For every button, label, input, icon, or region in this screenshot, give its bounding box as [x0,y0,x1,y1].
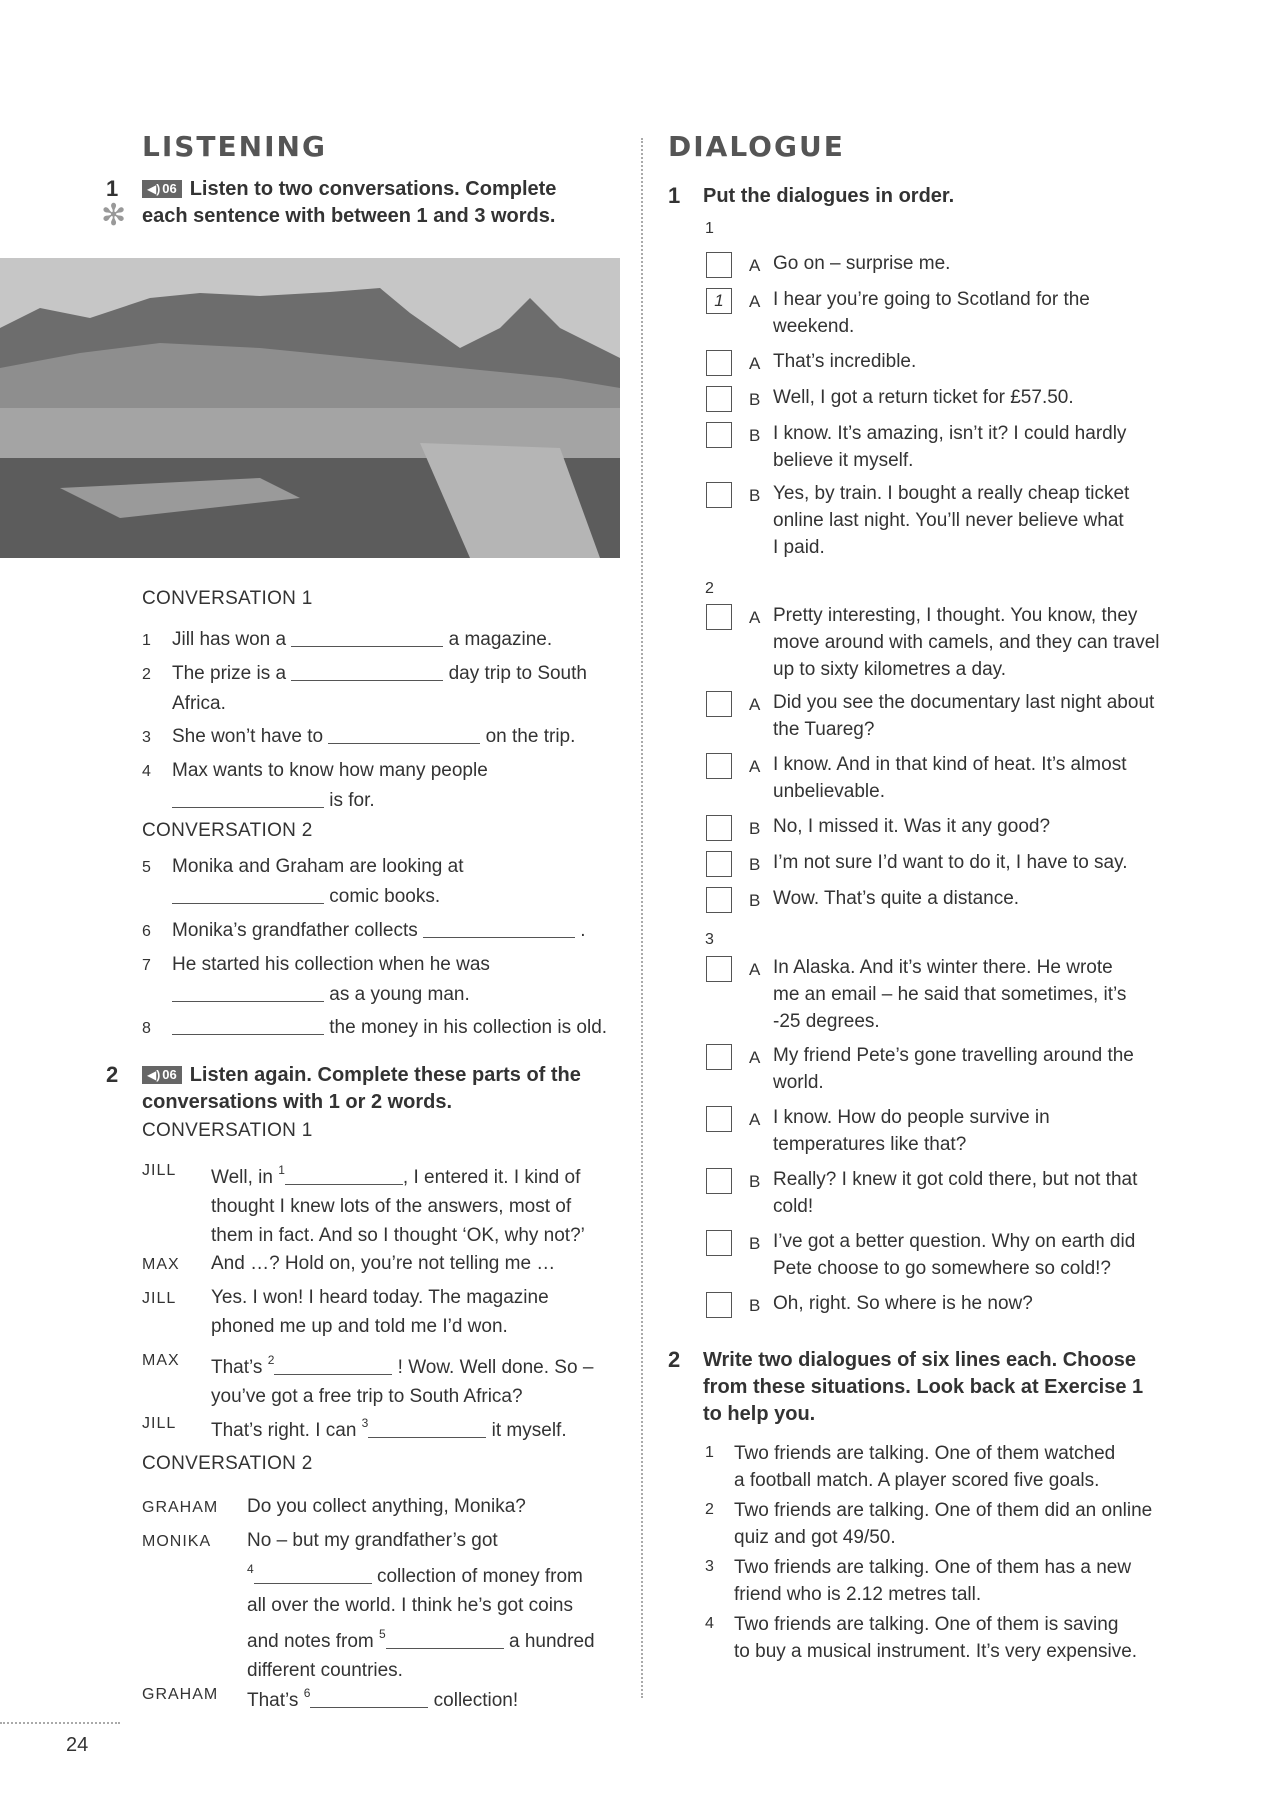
list-item: 1 Jill has won a a magazine. [142,629,553,650]
conversation-1-heading: CONVERSATION 1 [142,1120,313,1141]
city-harbour-photo [0,258,620,558]
situation-item: Two friends are talking. One of them watched a football match. A player scored five goals. [734,1443,1116,1491]
answer-blank[interactable] [328,725,480,744]
dialogue-line: No – but my grandfather’s got $^4$ collection of money from all over the world. I think he’s got coins and notes from $^5$ a hundred different countries. [247,1530,595,1681]
dialogue-line: Yes, by train. I bought a really cheap ticket online last night. You’ll never believe what I paid. [773,483,1130,558]
list-item: 6 Monika’s grandfather collects . [142,920,586,941]
speaker-letter: A [749,757,761,776]
speaker-label: MAX [142,1256,180,1273]
order-checkbox[interactable] [706,815,732,841]
dialogue-line: Well, in $^1$ , I entered it. I kind of thought I knew lots of the answers, most of them in fact. And so I thought ‘OK, why not?’ [211,1163,585,1246]
list-item: 2 The prize is a day trip to South Africa. [142,663,587,714]
group-label: 1 [705,220,714,237]
speaker-letter: A [749,695,761,714]
situation-number: 2 [705,1501,714,1518]
speaker-label: MONIKA [142,1533,212,1550]
order-checkbox[interactable] [706,956,732,982]
exercise-1-number: 1 [106,176,119,201]
list-item: 8 the money in his collection is old. [142,1017,608,1038]
speaker-label: JILL [142,1162,177,1179]
list-item: 3 She won’t have to on the trip. [142,726,576,747]
order-checkbox[interactable]: 1 [706,288,732,314]
speaker-letter: A [749,256,761,275]
dialogue-line: My friend Pete’s gone travelling around the world. [773,1045,1134,1093]
exercise-2-number: 2 [668,1347,681,1372]
order-checkbox[interactable] [706,1292,732,1318]
dialogue-line: I know. It’s amazing, isn’t it? I could hardly believe it myself. [773,423,1127,471]
dialogue-line: Well, I got a return ticket for £57.50. [773,387,1074,408]
order-checkbox[interactable] [706,753,732,779]
answer-blank[interactable] [386,1630,504,1649]
situation-number: 3 [705,1558,714,1575]
speaker-label: JILL [142,1415,177,1432]
dialogue-line: Wow. That’s quite a distance. [773,888,1020,909]
exercise-2-instruction: Write two dialogues of six lines each. Choose from these situations. Look back at Exercise 1 to help you. [703,1349,1144,1425]
speaker-letter: B [749,1234,761,1253]
audio-track-badge[interactable]: ◀) 06 [142,180,182,198]
dialogue-line: That’s right. I can $^3$ it myself. [211,1416,567,1441]
exercise-1-instruction: Put the dialogues in order. [703,185,955,207]
conversation-2-heading: CONVERSATION 2 [142,1453,313,1474]
exercise-1-number: 1 [668,183,681,208]
dialogue-line: That’s incredible. [773,351,917,372]
dialogue-line: Go on – surprise me. [773,253,951,274]
dialogue-line: That’s $^6$ collection! [247,1686,519,1711]
dialogue-line: Oh, right. So where is he now? [773,1293,1033,1314]
listening-title: LISTENING [142,130,327,163]
speaker-letter: A [749,354,761,373]
dialogue-line: Do you collect anything, Monika? [247,1496,526,1517]
speaker-letter: B [749,891,761,910]
speaker-label: GRAHAM [142,1499,219,1516]
dialogue-line: I hear you’re going to Scotland for the weekend. [773,289,1090,337]
dialogue-line: I’ve got a better question. Why on earth did Pete choose to go somewhere so cold!? [773,1231,1136,1279]
dialogue-line: No, I missed it. Was it any good? [773,816,1051,837]
answer-blank[interactable] [254,1565,372,1584]
speaker-letter: B [749,426,761,445]
order-checkbox[interactable] [706,691,732,717]
exercise-2-number: 2 [106,1062,119,1087]
order-checkbox[interactable] [706,1230,732,1256]
speaker-letter: B [749,1172,761,1191]
order-checkbox[interactable] [706,1044,732,1070]
dialogue-line: That’s $^2$ ! Wow. Well done. So – you’ve got a free trip to South Africa? [211,1353,594,1407]
answer-blank[interactable] [172,885,324,904]
speaker-letter: B [749,855,761,874]
dialogue-line: Really? I knew it got cold there, but not that cold! [773,1169,1138,1217]
list-item: 4 Max wants to know how many people is for. [142,760,488,811]
order-checkbox[interactable] [706,1106,732,1132]
answer-blank[interactable] [368,1419,486,1438]
dialogue-line: Yes. I won! I heard today. The magazine phoned me up and told me I’d won. [211,1287,549,1337]
exercise-2-instruction: ◀) 06 Listen again. Complete these parts of the conversations with 1 or 2 words. [142,1064,581,1113]
answer-blank[interactable] [423,919,575,938]
group-label: 2 [705,580,714,597]
answer-blank[interactable] [285,1166,403,1185]
page-number: 24 [66,1734,89,1756]
conversation-2-heading: CONVERSATION 2 [142,820,313,841]
answer-blank[interactable] [172,789,324,808]
speaker-letter: B [749,486,761,505]
speaker-label: MAX [142,1352,180,1369]
order-checkbox[interactable] [706,350,732,376]
situation-item: Two friends are talking. One of them did an online quiz and got 49/50. [734,1500,1153,1548]
dialogue-line: And …? Hold on, you’re not telling me … [211,1253,556,1274]
answer-blank[interactable] [172,1016,324,1035]
speaker-letter: B [749,1296,761,1315]
exercise-1-instruction: ◀) 06 Listen to two conversations. Complete each sentence with between 1 and 3 words. [142,178,557,227]
dialogue-line: I know. How do people survive in temperatures like that? [773,1107,1050,1155]
audio-track-badge[interactable]: ◀) 06 [142,1066,182,1084]
order-checkbox[interactable] [706,422,732,448]
dialogue-title: DIALOGUE [668,130,845,163]
answer-blank[interactable] [291,628,443,647]
speaker-label: GRAHAM [142,1686,219,1703]
speaker-letter: A [749,960,761,979]
situation-number: 4 [705,1615,714,1632]
list-item: 7 He started his collection when he was as a young man. [142,954,490,1005]
speaker-letter: A [749,608,761,627]
order-checkbox[interactable] [706,252,732,278]
conversation-1-heading: CONVERSATION 1 [142,588,313,609]
order-checkbox[interactable] [706,851,732,877]
answer-blank[interactable] [274,1356,392,1375]
answer-blank[interactable] [291,662,443,681]
order-checkbox[interactable] [706,1168,732,1194]
dialogue-line: In Alaska. And it’s winter there. He wrote me an email – he said that sometimes, it’s -25 degrees. [773,957,1127,1032]
order-checkbox[interactable] [706,604,732,630]
dialogue-line: I know. And in that kind of heat. It’s almost unbelievable. [773,754,1127,802]
situation-number: 1 [705,1444,714,1461]
situation-item: Two friends are talking. One of them has a new friend who is 2.12 metres tall. [734,1557,1132,1605]
speaker-icon: ◀) [147,1068,161,1082]
order-checkbox[interactable] [706,887,732,913]
order-checkbox[interactable] [706,482,732,508]
speaker-letter: A [749,1048,761,1067]
situation-item: Two friends are talking. One of them is saving to buy a musical instrument. It’s very expensive. [734,1614,1138,1662]
speaker-label: JILL [142,1290,177,1307]
speaker-letter: B [749,819,761,838]
answer-blank[interactable] [310,1689,428,1708]
speaker-letter: A [749,292,761,311]
group-label: 3 [705,931,714,948]
dialogue-line: Pretty interesting, I thought. You know, they move around with camels, and they can travel up to sixty kilometres a day. [773,605,1160,680]
speaker-letter: B [749,390,761,409]
answer-blank[interactable] [172,983,324,1002]
speaker-letter: A [749,1110,761,1129]
order-checkbox[interactable] [706,386,732,412]
dialogue-line: I’m not sure I’d want to do it, I have to say. [773,852,1128,873]
asterisk-icon: ✻ [101,199,127,232]
column-divider [641,138,643,1698]
footer-rule [0,1722,120,1724]
speaker-icon: ◀) [147,182,161,196]
photo-illustration [0,258,620,558]
list-item: 5 Monika and Graham are looking at comic books. [142,856,464,907]
dialogue-line: Did you see the documentary last night about the Tuareg? [773,692,1155,740]
